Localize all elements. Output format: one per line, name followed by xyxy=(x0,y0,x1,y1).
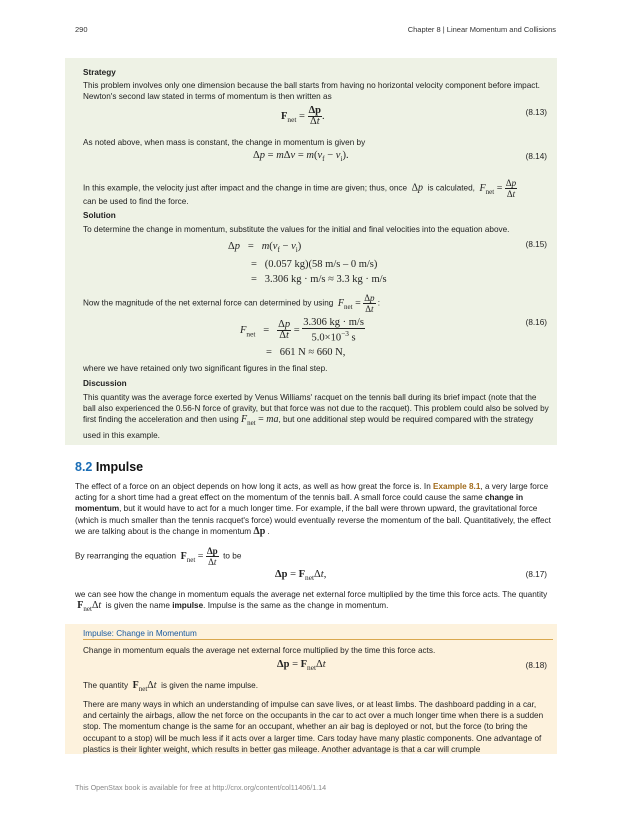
quantity-text-a: The quantity xyxy=(83,681,129,690)
eq-8-16-line2: 661 N ≈ 660 N, xyxy=(279,346,346,358)
equation-number: (8.18) xyxy=(525,661,547,670)
velocity-text: In this example, the velocity just after impact and the change in time are given; thus, once Δp is calculated, $F_{net}$ = $\frac{\Delta p}{\Delta t}$ xyxy=(83,178,517,199)
equation-number: (8.16) xyxy=(525,318,547,327)
solution-heading: Solution xyxy=(83,211,116,220)
discussion-text: This quantity was the average force exerted by Venus Williams' racquet on the tennis ball during its brief impact (note that the ball also experienced the 0.56-N force of gravity, but that force was not due to the racquet). This problem could also be solved by first finding the acceleration and then using $F_{net}$ = ma, but one additional step would be required compared with the strategy used in this example. xyxy=(83,393,549,440)
force-text: Now the magnitude of the net external force can determined by using $F_{net}$ = $\frac{\Delta p}{\Delta t}$ : xyxy=(83,293,381,314)
section-paragraph-1: The effect of a force on an object depends on how long it acts, as well as how great the force is. In Example 8.1, a very large force acting for a short time had a great effect on the momentum of the tennis ball. A small force could cause the same change in momentum, but it would have to act for a much longer time. For example, if the ball were thrown upward, the gravitational force (which is much smaller than the tennis racquet's force) would eventually reverse the momentum of the ball. Quantitatively, the effect we are talking about is the change in momentum Δp . xyxy=(75,482,551,537)
section-title xyxy=(75,460,143,474)
equation-number: (8.17) xyxy=(525,570,547,579)
callout-heading: Impulse: Change in Momentum xyxy=(83,629,197,638)
p2-text-a: By rearranging the equation xyxy=(75,551,177,561)
quantity-text-b: is given the name impulse. xyxy=(161,681,259,690)
p3-text-b: is given the name xyxy=(105,601,170,611)
equation-8-15: $\Delta p = m(v_f - v_i)$ = (0.057 kg)(58 m/s – 0 m/s) = 3.306 kg · m/s ≈ 3.3 kg · m/s xyxy=(228,241,387,286)
velocity-text-a: In this example, the velocity just after impact and the change in time are given; thus, once xyxy=(83,183,408,193)
mass-text: As noted above, when mass is constant, the change in momentum is given by xyxy=(83,138,366,147)
equation-number: (8.15) xyxy=(525,240,547,249)
strategy-text: This problem involves only one dimension because the ball starts from having no horizontal velocity component before impact. Newton's second law stated in terms of momentum is then written as xyxy=(83,81,540,102)
callout-divider xyxy=(83,639,553,640)
p1-text-c: , but it would have to act for a much longer time. For example, if the ball were thrown upward, the gravitational force (which is much smaller than the tennis racquet's force) would eventually reverse the momentum of the ball. Quantitatively, the effect we are talking about is the change in momentum xyxy=(75,504,551,536)
solution-text: To determine the change in momentum, substitute the values for the initial and final velocities into the equation above. xyxy=(83,225,510,234)
p1-text-a: The effect of a force on an object depends on how long it acts, as well as how great the force is. In xyxy=(75,482,431,491)
page-number: 290 xyxy=(75,25,88,34)
eq-8-15-line2: (0.057 kg)(58 m/s – 0 m/s) xyxy=(264,259,378,271)
equation-8-16: $F_{net}$ = $\frac{\Delta p}{\Delta t}$ = $\frac{3.306 kg \cdot m/s}{5.0\times 10^{-3} s}$ = 661 N ≈ 660 N, xyxy=(240,317,364,358)
section-paragraph-3: we can see how the change in momentum equals the average net external force multiplied by the time this force acts. The quantity $F_{net}\Delta t$ is given the name impulse. Impulse is the same as the change in momentum. xyxy=(75,590,548,614)
discussion-text-b: , but one additional step would be required compared with the strategy used in this example. xyxy=(83,415,534,440)
p1-text-b: , a very large force acting for a short time had a great effect on the momentum of the tennis ball. A small force could cause the same xyxy=(75,482,549,503)
retained-text: where we have retained only two significant figures in the final step. xyxy=(83,364,328,373)
eq-8-15-line3: 3.306 kg · m/s ≈ 3.3 kg · m/s xyxy=(264,274,387,286)
strategy-heading: Strategy xyxy=(83,68,116,77)
velocity-text-b: is calculated, xyxy=(427,183,475,193)
equation-8-18: $\Delta p = F_{net}\Delta t$ xyxy=(277,659,326,673)
discussion-text-a: This quantity was the average force exerted by Venus Williams' racquet on the tennis ball during its brief impact (note that the ball also experienced the 0.56-N force of gravity, but that force was not due to the racquet). This problem could also be solved by first finding the acceleration and then using xyxy=(83,393,549,425)
callout-quantity-text: The quantity $F_{net}\Delta t$ is given the name impulse. xyxy=(83,680,259,693)
equation-8-14: $\Delta p = m\Delta v = m(v_f - v_i)$. xyxy=(253,150,349,164)
running-header: Chapter 8 | Linear Momentum and Collisions xyxy=(407,25,556,34)
equation-8-17: $\Delta p = F_{net}\Delta t$, xyxy=(275,569,327,583)
p2-text-b: to be xyxy=(223,551,242,561)
equation-8-13: $F_{net}$ = $\frac{\Delta p}{\Delta t}$ . xyxy=(281,105,325,127)
section-paragraph-2: By rearranging the equation $F_{net}$ = $\frac{\Delta p}{\Delta t}$ to be xyxy=(75,546,242,567)
p3-text-a: we can see how the change in momentum equals the average net external force multiplied by the time this force acts. The quantity xyxy=(75,590,548,599)
footer: This OpenStax book is available for free at http://cnx.org/content/col11406/1.14 xyxy=(75,783,327,792)
p1-bold: change in momentum xyxy=(75,493,524,514)
p3-bold: impulse xyxy=(172,601,204,611)
p3-text-c: . Impulse is the same as the change in momentum. xyxy=(203,601,389,611)
velocity-text-c: can be used to find the force. xyxy=(83,197,189,206)
force-text-a: Now the magnitude of the net external force can determined by using xyxy=(83,298,334,308)
section-number: 8.2 xyxy=(75,460,93,474)
equation-number: (8.14) xyxy=(525,152,547,161)
section-title-text: Impulse xyxy=(95,460,144,474)
example-8-1-link[interactable]: Example 8.1 xyxy=(433,482,481,491)
callout-text: Change in momentum equals the average net external force multiplied by the time this force acts. xyxy=(83,646,436,655)
equation-number: (8.13) xyxy=(525,108,547,117)
callout-paragraph: There are many ways in which an understanding of impulse can save lives, or at least limbs. The dashboard padding in a car, and certainly the airbags, allow the net force on the occupants in the car to act over a much longer time when there is a sudden stop. The momentum change is the same for an occupant, whether an air bag is deployed or not, but the force (to bring the occupant to a stop) will be much less if it acts over a larger time. Cars today have many plastic components. One advantage of plastics is their lighter weight, which results in better gas mileage. Another advantage is that a car will crumple xyxy=(83,700,544,754)
discussion-heading: Discussion xyxy=(83,379,127,388)
eq-8-16-num: 3.306 kg · m/s xyxy=(303,317,364,328)
